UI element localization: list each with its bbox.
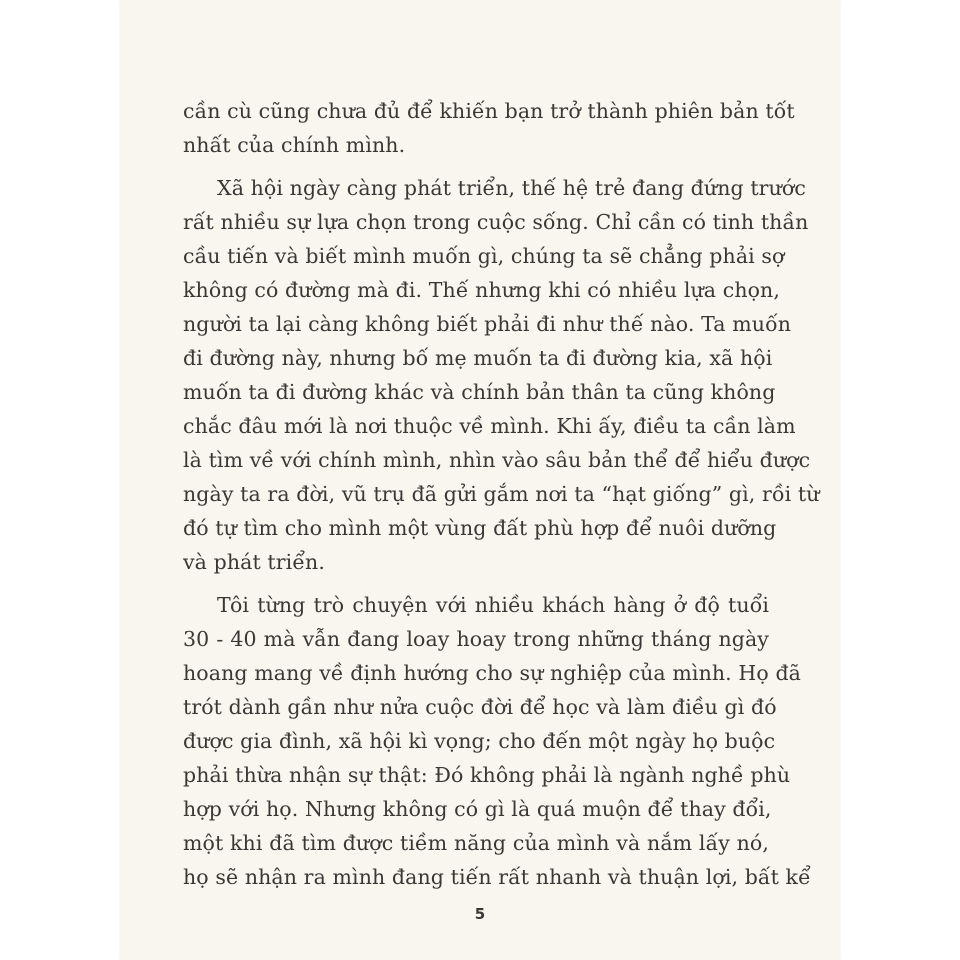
- page-number: 5: [474, 905, 486, 923]
- text-line: cần cù cũng chưa đủ để khiến bạn trở thành phiên bản tốt: [183, 99, 795, 123]
- text-line: ngày ta ra đời, vũ trụ đã gửi gắm nơi ta “hạt giống” gì, rồi từ: [183, 482, 820, 506]
- text-line: người ta lại càng không biết phải đi như thế nào. Ta muốn: [183, 312, 792, 336]
- text-line: không có đường mà đi. Thế nhưng khi có nhiều lựa chọn,: [183, 278, 780, 302]
- text-line: trót dành gần như nửa cuộc đời để học và làm điều gì đó: [183, 695, 777, 719]
- paragraph-1: [183, 94, 795, 162]
- text-line: hợp với họ. Nhưng không có gì là quá muộn để thay đổi,: [183, 797, 772, 821]
- text-line: đó tự tìm cho mình một vùng đất phù hợp để nuôi dưỡng: [183, 516, 777, 540]
- paragraph-2: [183, 171, 820, 579]
- text-line: muốn ta đi đường khác và chính bản thân ta cũng không: [183, 380, 776, 404]
- text-line: hoang mang về định hướng cho sự nghiệp của mình. Họ đã: [183, 661, 801, 685]
- text-line: đi đường này, nhưng bố mẹ muốn ta đi đường kia, xã hội: [183, 346, 773, 370]
- text-line: họ sẽ nhận ra mình đang tiến rất nhanh và thuận lợi, bất kể: [183, 865, 811, 889]
- text-line: và phát triển.: [183, 550, 325, 574]
- text-line: cầu tiến và biết mình muốn gì, chúng ta sẽ chẳng phải sợ: [183, 244, 785, 268]
- book-page: [120, 0, 840, 960]
- text-line: 30 - 40 mà vẫn đang loay hoay trong những tháng ngày: [183, 627, 769, 651]
- text-line: chắc đâu mới là nơi thuộc về mình. Khi ấy, điều ta cần làm: [183, 414, 796, 438]
- text-line: là tìm về với chính mình, nhìn vào sâu bản thể để hiểu được: [183, 448, 811, 472]
- text-line: Tôi từng trò chuyện với nhiều khách hàng ở độ tuổi: [217, 593, 769, 617]
- text-line: một khi đã tìm được tiềm năng của mình và nắm lấy nó,: [183, 831, 769, 855]
- text-line: được gia đình, xã hội kì vọng; cho đến một ngày họ buộc: [183, 729, 776, 753]
- text-line: nhất của chính mình.: [183, 133, 406, 157]
- paragraph-3: [183, 588, 811, 894]
- text-line: phải thừa nhận sự thật: Đó không phải là ngành nghề phù: [183, 763, 791, 787]
- text-line: Xã hội ngày càng phát triển, thế hệ trẻ đang đứng trước: [217, 176, 806, 200]
- body-text: [183, 94, 820, 903]
- text-line: rất nhiều sự lựa chọn trong cuộc sống. Chỉ cần có tinh thần: [183, 210, 809, 234]
